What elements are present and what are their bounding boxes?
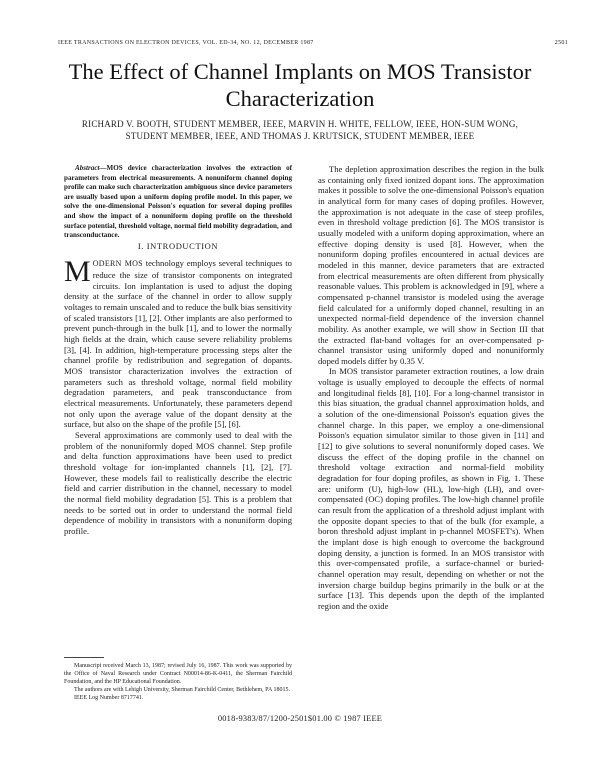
left-column (64, 164, 292, 536)
intro-paragraph-1 (64, 255, 292, 430)
section-heading-introduction: I. INTRODUCTION (137, 240, 219, 251)
footnotes (64, 662, 292, 702)
footnote-affiliation: The authors are with Lehigh University, Sherman Fairchild Center, Bethlehem, PA 18015. (74, 687, 290, 693)
right-column (318, 164, 544, 612)
author-list (60, 118, 540, 142)
footnote-log-number: IEEE Log Number 8717741. (74, 695, 144, 701)
right-paragraph-2: In MOS transistor parameter extraction routines, a low drain voltage is usually employed to decouple the effects of normal and longitudinal fields [8], [10]. For a long-channel transistor in this bias situation, the gradual channel approximation holds, and a solution of the one-dimensional Poisson's equation gives the channel charge. In this paper, we employ a one-dimensional Poisson's equation simulator similar to those given in [11] and [12] to give solutions to several nonuniformly doped cases. We discuss the effect of the doping profile in the channel on threshold voltage extraction and normal-field mobility degradation for four doping profiles, as shown in Fig. 1. These are: uniform (U), high-low (HL), low-high (LH), and over-compensated (OC) doping profiles. The low-high channel profile can result from the application of a threshold adjust implant with the opposite dopant species to that of the bulk (for example, a boron threshold adjust implant in p-channel MOSFET's). When the implant dose is high enough to overcome the background doping density, a junction is formed. In an MOS transistor with this over-compensated profile, a surface-channel or buried-channel operation may result, depending on whether or not the inversion charge buildup begins primarily in the bulk or at the surface [13]. This depends upon the depth of the implanted region and the oxide (318, 366, 544, 611)
lead-caps: ODERN MOS (92, 259, 143, 269)
footnote-divider (64, 657, 104, 658)
running-head (58, 40, 568, 46)
paper-title: The Effect of Channel Implants on MOS Transistor Characterization (68, 59, 532, 111)
abstract-text: MOS device characterization involves the extraction of parameters from electrical measurements. A nonuniform channel doping profile can make such characterization ambiguous since device parameters are usually based upon a uniform doping profile model. In this paper, we solve the one-dimensional Poisson's equation for several doping profiles and show the impact of a nonuniform doping profile on the threshold surface potential, threshold voltage, normal field mobility degradation, and transconductance. (64, 164, 292, 240)
author-line-2: STUDENT MEMBER, IEEE, AND THOMAS J. KRUTSICK, STUDENT MEMBER, IEEE (125, 131, 475, 141)
page-number: 2501 (554, 40, 568, 46)
right-paragraph-1: The depletion approximation describes the region in the bulk as containing only fixed ionized dopant ions. The approximation makes it possible to solve the one-dimensional Poisson's equation in analytical form for many cases of doping profiles. However, the approximation is not adequate in the case of steep profiles, even in threshold voltage prediction [6]. The MOS transistor is usually modeled with a uniform doping approximation, where an effective doping density is used [8]. However, when the nonuniform doping profiles encountered in actual devices are modeled in this manner, device parameters that are extracted from electrical measurements are often different from physically reasonable values. This problem is acknowledged in [9], where a compensated p-channel transistor is modeled using the average field calculated for a uniformly doped channel, resulting in an unexpected normal-field dependence of the inversion channel mobility. As another example, we will show in Section III that the extracted flat-band voltages for an over-compensated p-channel transistor using uniformly doped and nonuniformly doped models differ by 0.35 V. (318, 164, 544, 366)
intro-paragraph-1-text: technology employs several techniques to reduce the size of transistor components on integrated circuits. Ion implantation is used to adjust the doping density at the surface of the channel in order to allow supply voltages to remain unscaled and to reduce the bulk bias sensitivity of scaled transistors [1], [2]. Other implants are also performed to prevent punch-through in the bulk [1], and to lower the normally high fields at the drain, which cause severe reliability problems [3], [4]. In addition, high-temperature processing steps alter the channel profile by redistribution and segregation of dopants. MOS transistor characterization involves the extraction of parameters such as threshold voltage, normal field mobility degradation parameters, and peak transconductance from electrical measurements. Unfortunately, these parameters depend not only upon the average value of the dopant density at the surface, but also on the shape of the profile [5], [6]. (64, 258, 292, 430)
copyright-line: 0018-9383/87/1200-2501$01.00 © 1987 IEEE (217, 714, 383, 723)
author-line-1: RICHARD V. BOOTH, STUDENT MEMBER, IEEE, MARVIN H. WHITE, FELLOW, IEEE, HON-SUM WONG, (81, 119, 519, 129)
intro-paragraph-2: Several approximations are commonly used to deal with the problem of the nonuniformly doped MOS channel. Step profile and delta function approximations have been used to predict threshold voltage for ion-implanted channels [1], [2], [7]. However, these models fail to realistically describe the electric field and carrier distribution in the channel, necessary to model the normal field mobility degradation [5]. This is a problem that needs to be sorted out in order to understand the normal field dependence of mobility in transistors with a nonuniform doping profile. (64, 429, 292, 536)
footnote-manuscript: Manuscript received March 13, 1987; revised July 16, 1987. This work was supported by the Office of Naval Research under Contract N00014-86-K-0411, the Sherman Fairchild Foundation, and the HP Educational Foundation. (64, 663, 292, 685)
abstract (64, 164, 292, 241)
journal-header: IEEE TRANSACTIONS ON ELECTRON DEVICES, VOL. ED-34, NO. 12, DECEMBER 1987 (58, 40, 314, 46)
abstract-lead: Abstract— (75, 164, 107, 172)
drop-cap: M (64, 255, 91, 289)
